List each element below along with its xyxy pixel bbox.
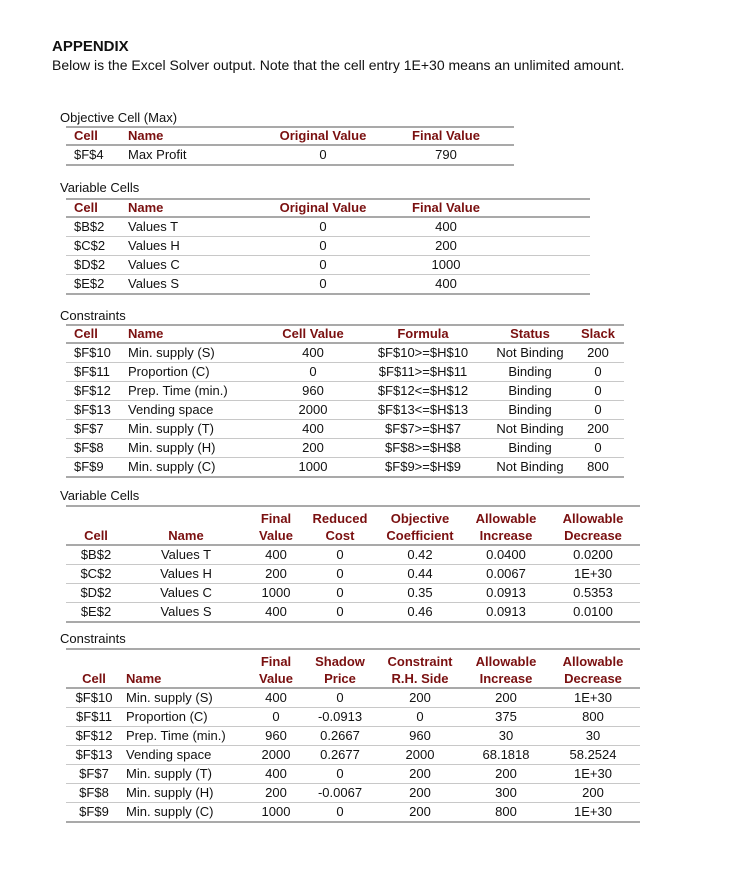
final-value: 400 bbox=[246, 603, 306, 623]
col-header: Final Value bbox=[246, 506, 306, 545]
original-value: 0 bbox=[268, 217, 378, 237]
sens-variables-table bbox=[66, 505, 640, 623]
col-header: Name bbox=[128, 325, 268, 343]
table-row bbox=[66, 584, 640, 603]
col-header: Original Value bbox=[268, 127, 378, 145]
final-value: 1000 bbox=[246, 584, 306, 603]
cell-ref: $F$13 bbox=[66, 746, 122, 765]
allowable-increase: 800 bbox=[466, 803, 546, 823]
cell-ref: $E$2 bbox=[66, 603, 126, 623]
cell-ref: $F$11 bbox=[66, 708, 122, 727]
col-header: Reduced Cost bbox=[306, 506, 374, 545]
cell-name: Proportion (C) bbox=[128, 363, 268, 382]
table-row bbox=[66, 458, 624, 478]
cell-ref: $F$7 bbox=[66, 765, 122, 784]
original-value: 0 bbox=[268, 145, 378, 165]
variables-section-label: Variable Cells bbox=[60, 180, 140, 195]
col-header: Final Value bbox=[378, 127, 514, 145]
rh-side: 960 bbox=[374, 727, 466, 746]
col-header: Slack bbox=[572, 325, 624, 343]
table-row bbox=[66, 382, 624, 401]
allowable-increase: 0.0913 bbox=[466, 584, 546, 603]
table-row bbox=[66, 765, 640, 784]
table-row bbox=[66, 420, 624, 439]
shadow-price: 0.2677 bbox=[306, 746, 374, 765]
sens-constraints-table bbox=[66, 648, 640, 823]
constraints-section-label: Constraints bbox=[60, 308, 126, 323]
cell-value: 960 bbox=[268, 382, 358, 401]
col-header: Final Value bbox=[378, 199, 514, 217]
cell-name: Vending space bbox=[122, 746, 246, 765]
sens-variables-section-label: Variable Cells bbox=[60, 488, 140, 503]
cell-name: Min. supply (T) bbox=[128, 420, 268, 439]
allowable-increase: 200 bbox=[466, 765, 546, 784]
final-value: 400 bbox=[378, 217, 514, 237]
cell-ref: $B$2 bbox=[66, 545, 126, 565]
col-header: Cell bbox=[66, 325, 128, 343]
col-header: Status bbox=[488, 325, 572, 343]
final-value: 200 bbox=[246, 565, 306, 584]
rh-side: 0 bbox=[374, 708, 466, 727]
col-header: Allowable Increase bbox=[466, 649, 546, 688]
variables-table bbox=[66, 198, 590, 295]
slack: 0 bbox=[572, 363, 624, 382]
cell-ref: $F$9 bbox=[66, 458, 128, 478]
shadow-price: 0 bbox=[306, 688, 374, 708]
cell-name: Values T bbox=[128, 217, 268, 237]
col-header: Name bbox=[128, 199, 268, 217]
shadow-price: 0 bbox=[306, 803, 374, 823]
col-header: Cell bbox=[66, 127, 128, 145]
shadow-price: 0.2667 bbox=[306, 727, 374, 746]
status: Not Binding bbox=[488, 343, 572, 363]
objective-coefficient: 0.35 bbox=[374, 584, 466, 603]
cell-ref: $B$2 bbox=[66, 217, 128, 237]
allowable-decrease: 1E+30 bbox=[546, 803, 640, 823]
table-row bbox=[66, 275, 590, 295]
table-row bbox=[66, 217, 590, 237]
original-value: 0 bbox=[268, 256, 378, 275]
sens-constraints-section-label: Constraints bbox=[60, 631, 126, 646]
cell-name: Min. supply (H) bbox=[122, 784, 246, 803]
objective-coefficient: 0.46 bbox=[374, 603, 466, 623]
table-row bbox=[66, 343, 624, 363]
cell-name: Values C bbox=[126, 584, 246, 603]
appendix-heading: APPENDIX bbox=[52, 38, 129, 55]
formula: $F$12<=$H$12 bbox=[358, 382, 488, 401]
objective-section-label: Objective Cell (Max) bbox=[60, 110, 178, 125]
table-row bbox=[66, 401, 624, 420]
cell-name: Values S bbox=[126, 603, 246, 623]
cell-name: Values T bbox=[126, 545, 246, 565]
cell-ref: $F$10 bbox=[66, 343, 128, 363]
intro-text: Below is the Excel Solver output. Note that the cell entry 1E+30 means an unlimited amount. bbox=[52, 57, 625, 73]
rh-side: 200 bbox=[374, 765, 466, 784]
allowable-increase: 30 bbox=[466, 727, 546, 746]
cell-name: Min. supply (C) bbox=[122, 803, 246, 823]
rh-side: 2000 bbox=[374, 746, 466, 765]
allowable-increase: 0.0400 bbox=[466, 545, 546, 565]
cell-ref: $F$11 bbox=[66, 363, 128, 382]
table-row bbox=[66, 708, 640, 727]
shadow-price: -0.0067 bbox=[306, 784, 374, 803]
cell-name: Prep. Time (min.) bbox=[128, 382, 268, 401]
formula: $F$8>=$H$8 bbox=[358, 439, 488, 458]
cell-ref: $F$8 bbox=[66, 439, 128, 458]
allowable-decrease: 0.5353 bbox=[546, 584, 640, 603]
cell-ref: $C$2 bbox=[66, 565, 126, 584]
shadow-price: 0 bbox=[306, 765, 374, 784]
table-row bbox=[66, 603, 640, 623]
objective-coefficient: 0.42 bbox=[374, 545, 466, 565]
col-header: Name bbox=[128, 127, 268, 145]
formula: $F$9>=$H$9 bbox=[358, 458, 488, 478]
table-row bbox=[66, 145, 514, 165]
status: Not Binding bbox=[488, 420, 572, 439]
table-row bbox=[66, 803, 640, 823]
formula: $F$7>=$H$7 bbox=[358, 420, 488, 439]
final-value: 400 bbox=[246, 688, 306, 708]
formula: $F$11>=$H$11 bbox=[358, 363, 488, 382]
cell-name: Max Profit bbox=[128, 145, 268, 165]
cell-name: Values C bbox=[128, 256, 268, 275]
col-header: Cell Value bbox=[268, 325, 358, 343]
status: Binding bbox=[488, 382, 572, 401]
cell-name: Vending space bbox=[128, 401, 268, 420]
allowable-decrease: 800 bbox=[546, 708, 640, 727]
cell-name: Values H bbox=[126, 565, 246, 584]
col-header: Original Value bbox=[268, 199, 378, 217]
col-header: Formula bbox=[358, 325, 488, 343]
final-value: 400 bbox=[246, 545, 306, 565]
table-row bbox=[66, 784, 640, 803]
status: Binding bbox=[488, 401, 572, 420]
cell-name: Values S bbox=[128, 275, 268, 295]
col-header: Cell bbox=[66, 649, 122, 688]
allowable-decrease: 0.0100 bbox=[546, 603, 640, 623]
cell-name: Values H bbox=[128, 237, 268, 256]
cell-name: Min. supply (S) bbox=[122, 688, 246, 708]
allowable-decrease: 1E+30 bbox=[546, 688, 640, 708]
col-header: Final Value bbox=[246, 649, 306, 688]
col-header: Shadow Price bbox=[306, 649, 374, 688]
slack: 800 bbox=[572, 458, 624, 478]
cell-ref: $F$4 bbox=[66, 145, 128, 165]
table-row bbox=[66, 565, 640, 584]
formula: $F$10>=$H$10 bbox=[358, 343, 488, 363]
slack: 200 bbox=[572, 343, 624, 363]
cell-value: 400 bbox=[268, 343, 358, 363]
final-value: 790 bbox=[378, 145, 514, 165]
cell-ref: $F$12 bbox=[66, 727, 122, 746]
col-header: Allowable Decrease bbox=[546, 649, 640, 688]
cell-value: 2000 bbox=[268, 401, 358, 420]
cell-ref: $E$2 bbox=[66, 275, 128, 295]
reduced-cost: 0 bbox=[306, 565, 374, 584]
final-value: 400 bbox=[246, 765, 306, 784]
allowable-decrease: 0.0200 bbox=[546, 545, 640, 565]
table-row bbox=[66, 256, 590, 275]
cell-ref: $F$7 bbox=[66, 420, 128, 439]
cell-ref: $D$2 bbox=[66, 584, 126, 603]
col-header: Name bbox=[126, 506, 246, 545]
final-value: 400 bbox=[378, 275, 514, 295]
col-header: Objective Coefficient bbox=[374, 506, 466, 545]
table-row bbox=[66, 363, 624, 382]
table-row bbox=[66, 746, 640, 765]
col-header: Constraint R.H. Side bbox=[374, 649, 466, 688]
allowable-increase: 375 bbox=[466, 708, 546, 727]
cell-ref: $C$2 bbox=[66, 237, 128, 256]
col-header: Cell bbox=[66, 506, 126, 545]
reduced-cost: 0 bbox=[306, 603, 374, 623]
allowable-decrease: 1E+30 bbox=[546, 565, 640, 584]
final-value: 0 bbox=[246, 708, 306, 727]
allowable-decrease: 30 bbox=[546, 727, 640, 746]
cell-ref: $F$8 bbox=[66, 784, 122, 803]
cell-name: Min. supply (C) bbox=[128, 458, 268, 478]
cell-ref: $F$9 bbox=[66, 803, 122, 823]
objective-table bbox=[66, 126, 514, 166]
final-value: 200 bbox=[378, 237, 514, 256]
reduced-cost: 0 bbox=[306, 584, 374, 603]
col-header: Allowable Increase bbox=[466, 506, 546, 545]
allowable-decrease: 58.2524 bbox=[546, 746, 640, 765]
cell-name: Min. supply (S) bbox=[128, 343, 268, 363]
cell-ref: $F$12 bbox=[66, 382, 128, 401]
table-row bbox=[66, 439, 624, 458]
final-value: 200 bbox=[246, 784, 306, 803]
allowable-decrease: 1E+30 bbox=[546, 765, 640, 784]
shadow-price: -0.0913 bbox=[306, 708, 374, 727]
final-value: 1000 bbox=[246, 803, 306, 823]
allowable-increase: 300 bbox=[466, 784, 546, 803]
final-value: 1000 bbox=[378, 256, 514, 275]
col-header: Allowable Decrease bbox=[546, 506, 640, 545]
cell-ref: $F$10 bbox=[66, 688, 122, 708]
formula: $F$13<=$H$13 bbox=[358, 401, 488, 420]
slack: 200 bbox=[572, 420, 624, 439]
table-row bbox=[66, 237, 590, 256]
original-value: 0 bbox=[268, 275, 378, 295]
original-value: 0 bbox=[268, 237, 378, 256]
table-row bbox=[66, 727, 640, 746]
slack: 0 bbox=[572, 439, 624, 458]
allowable-decrease: 200 bbox=[546, 784, 640, 803]
cell-name: Min. supply (H) bbox=[128, 439, 268, 458]
status: Binding bbox=[488, 363, 572, 382]
allowable-increase: 0.0067 bbox=[466, 565, 546, 584]
allowable-increase: 200 bbox=[466, 688, 546, 708]
constraints-table bbox=[66, 324, 624, 478]
cell-ref: $D$2 bbox=[66, 256, 128, 275]
status: Not Binding bbox=[488, 458, 572, 478]
cell-value: 0 bbox=[268, 363, 358, 382]
final-value: 960 bbox=[246, 727, 306, 746]
cell-value: 200 bbox=[268, 439, 358, 458]
allowable-increase: 0.0913 bbox=[466, 603, 546, 623]
slack: 0 bbox=[572, 382, 624, 401]
allowable-increase: 68.1818 bbox=[466, 746, 546, 765]
final-value: 2000 bbox=[246, 746, 306, 765]
rh-side: 200 bbox=[374, 803, 466, 823]
col-header: Name bbox=[122, 649, 246, 688]
cell-value: 400 bbox=[268, 420, 358, 439]
cell-name: Prep. Time (min.) bbox=[122, 727, 246, 746]
col-header: Cell bbox=[66, 199, 128, 217]
table-row bbox=[66, 688, 640, 708]
table-row bbox=[66, 545, 640, 565]
cell-name: Proportion (C) bbox=[122, 708, 246, 727]
rh-side: 200 bbox=[374, 688, 466, 708]
cell-value: 1000 bbox=[268, 458, 358, 478]
rh-side: 200 bbox=[374, 784, 466, 803]
objective-coefficient: 0.44 bbox=[374, 565, 466, 584]
cell-name: Min. supply (T) bbox=[122, 765, 246, 784]
status: Binding bbox=[488, 439, 572, 458]
cell-ref: $F$13 bbox=[66, 401, 128, 420]
slack: 0 bbox=[572, 401, 624, 420]
reduced-cost: 0 bbox=[306, 545, 374, 565]
